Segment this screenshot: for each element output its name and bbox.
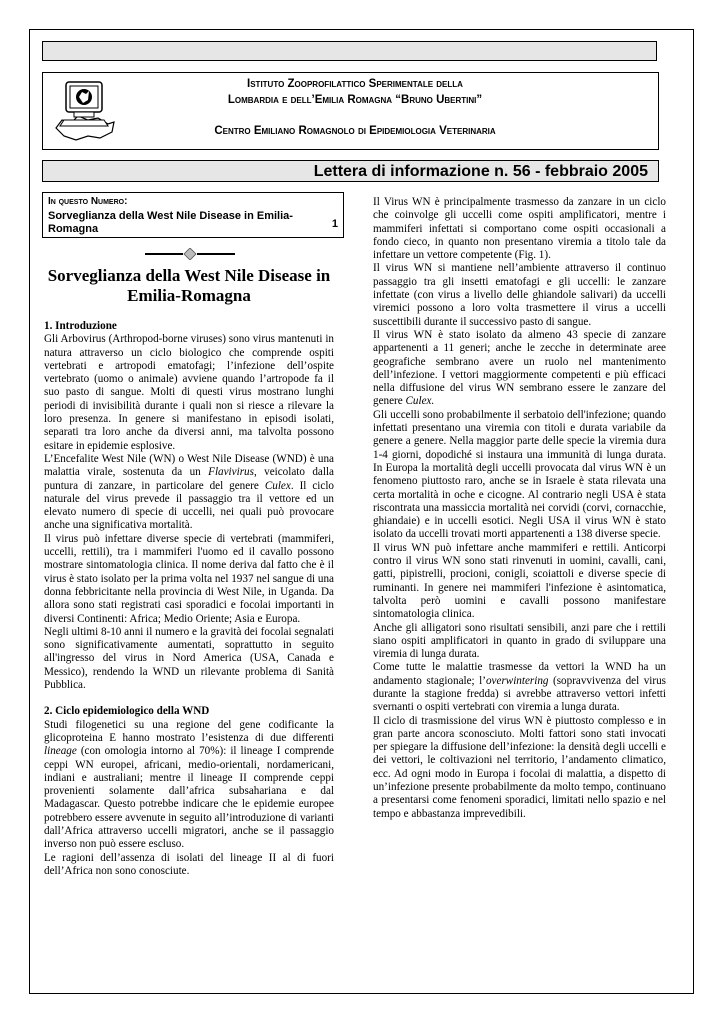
paragraph: Il virus WN si mantiene nell’ambiente attraverso il continuo passaggio tra gli insetti ematofagi e gli uccelli: le zanzare infettate (con virus a livello delle ghiandole salivari) da uccelli viremici possono a loro volta trasmettere il virus a uccelli suscettibili durante il successivo pasto di sangue. [373, 262, 666, 328]
paragraph [44, 719, 334, 852]
text-run: Il virus WN è stato isolato da almeno 43 specie di zanzare appartenenti a 11 generi; anche le zecche in determinate aree geografiche sembrano avere un ruolo nel mantenimento dell’infezione. I vettori maggiormente competenti e più efficaci nella diffusione del virus WN sembrano essere le zanzare del genere [373, 328, 666, 408]
right-column [373, 196, 666, 821]
newsletter-title-bar [42, 160, 659, 182]
paragraph: Le ragioni dell’assenza di isolati del lineage II al di fuori dell’Africa non sono conosciute. [44, 851, 334, 877]
center-name: Centro Emiliano Romagnolo di Epidemiologia Veterinaria [214, 125, 496, 137]
text-run: L’Encefalite West Nile (WN) o West Nile Disease (WND) è una malattia virale, sostenuta da un [44, 452, 334, 479]
paragraph: Gli uccelli sono probabilmente il serbatoio dell'infezione; quando infettati presentano una viremia con titoli e durata variabile da genere a genere. Nella maggior parte delle specie la viremia dura 1-4 giorni, dopodiché si instaura una immunità di lunga durata. In Europa la mortalità degli uccelli provocata dal virus WN è un fenomeno piuttosto raro, anche se in Israele è stata rilevata una certa mortalità in oche e cicogne. Al contrario negli USA è stata riscontrata una massiccia mortalità nei corvidi (corvi, cornacchie, ghiandaie) e in uccelli esotici. Negli USA il virus WN è stato isolato da uccelli trovati morti appartenenti a 138 diverse specie. [373, 408, 666, 541]
text-run: , veicolato dalla puntura di zanzare, in particolare del genere [44, 466, 334, 492]
text-run: . Il ciclo naturale del virus prevede il passaggio tra il vettore ed un elevato numero di specie di uccelli, nei quali può provocare anche una significativa mortalità. [44, 479, 334, 532]
paragraph: Il virus WN può infettare anche mammiferi e rettili. Anticorpi contro il virus WN sono stati rinvenuti in uomini, cavalli, cani, gatti, pipistrelli, procioni, conigli, scoiattoli e diverse specie di ruminanti. In genere nei mammiferi l'infezione è asintomatica, talvolta però uomini e cavalli possono manifestare sintomatologia clinica. [373, 541, 666, 621]
paragraph [44, 453, 334, 533]
italic-run: lineage [44, 745, 77, 758]
institute-line-1: Istituto Zooprofilattico Sperimentale della [247, 78, 463, 90]
paragraph [373, 661, 666, 714]
article-title: Sorveglianza della West Nile Disease in Emilia-Romagna [47, 266, 331, 305]
institute-logo-icon [52, 76, 118, 144]
text-run: (con omologia intorno al 70%): il lineage I comprende ceppi WN europei, africani, medio-orientali, nordamericani, indiani e australiani; mentre il lineage II comprende ceppi provenienti solamente dall’africa subsahariana e dal Madagascar. Questo potrebbe indicare che le epidemie europee potrebbero essere avvenute in seguito all’introduzione di varianti dall’Africa attraverso uccelli migratori, anche se il passaggio inverso non può essere escluso. [44, 745, 334, 851]
institute-name [140, 76, 570, 108]
left-column [44, 320, 334, 878]
toc-item-page: 1 [331, 218, 338, 230]
diamond-divider-icon [145, 248, 235, 260]
paragraph [373, 329, 666, 409]
italic-run: overwintering [485, 674, 549, 687]
italic-run: Culex [264, 479, 291, 492]
italic-run: Flavivirus [208, 466, 254, 479]
paragraph: Gli Arbovirus (Arthropod-borne viruses) sono virus mantenuti in natura attraverso un ciclo biologico che comprende ospiti vertebrati e artropodi ematofagi; l’infezione dell’ospite vertebrato (uomo o animale) avviene quando l’artropode fa il suo pasto di sangue. Molti di questi virus mostrano lunghi periodi di invisibilità durante i quali non si riesce a rilevare la loro presenza. In genere si manifestano in episodi isolati, separati tra loro anche da diversi anni, ma talvolta possono esitare in epidemie esplosive. [44, 333, 334, 452]
text-run: Studi filogenetici su una regione del gene codificante la glicoproteina E hanno mostrato l’esistenza di due differenti [44, 718, 334, 744]
section-heading-introduzione: 1. Introduzione [44, 320, 117, 332]
newsletter-title: Lettera di informazione n. 56 - febbraio 2005 [313, 163, 648, 180]
paragraph: Il ciclo di trasmissione del virus WN è piuttosto complesso e in gran parte ancora sconosciuto. Molti fattori sono stati invocati per spiegare la diffusione dell’infezione: la densità degli uccelli e dei vettori, le coltivazioni nel territorio, l’andamento climatico, ecc. Ad ogni modo in Europa i focolai di malattia, a dispetto di un’infezione presente probabilmente da molto tempo, continuano a presentarsi come fenomeni sporadici, limitati nello spazio e nel tempo e abbastanza imprevedibili. [373, 714, 666, 820]
italic-run: Culex. [405, 395, 435, 408]
section-heading-ciclo: 2. Ciclo epidemiologico della WND [44, 705, 210, 718]
top-banner [42, 41, 657, 61]
paragraph: Il Virus WN è principalmente trasmesso da zanzare in un ciclo che coinvolge gli uccelli come ospiti amplificatori, mentre i mammiferi infettati si comportano come ospiti occasionali a fondo cieco, in quanto non presentano viremia a titolo tale da infettare un vettore competente (Fig. 1). [373, 196, 666, 262]
toc-item-title[interactable]: Sorveglianza della West Nile Disease in Emilia-Romagna [48, 210, 293, 235]
text-run: (sopravvivenza del virus durante la stagione fredda) si avrebbe attraverso vettori infetti svernanti o ospiti vertebrati con viremia a lunga durata. [373, 674, 666, 714]
paragraph: Il virus può infettare diverse specie di vertebrati (mammiferi, uccelli, rettili), tra i mammiferi l'uomo ed il cavallo possono mostrare sintomatologia clinica. Il nome deriva dal fatto che è il virus è stato isolato per la prima volta nel 1937 nel sangue di una donna febbricitante nella provincia di West Nile, in Uganda. Da allora sono stati registrati casi sporadici e focolai importanti in diversi Continenti: Africa; Medio Oriente; Asia e Europa. [44, 532, 334, 625]
paragraph: Negli ultimi 8-10 anni il numero e la gravità dei focolai segnalati sono significativamente aumentati, soprattutto in seguito all'ingresso del virus in Nord America (USA, Canada e Messico), rendendo la WND un rilevante problema di Sanità Pubblica. [44, 625, 334, 692]
toc-heading: In questo Numero: [48, 196, 128, 207]
text-run: Come tutte le malattie trasmesse da vettori la WND ha un andamento stagionale; l’ [373, 661, 666, 687]
paragraph: Anche gli alligatori sono risultati sensibili, anzi pare che i rettili siano ospiti amplificatori in quanto in grado di sviluppare una viremia di lunga durata. [373, 621, 666, 661]
table-of-contents [42, 192, 344, 238]
institute-line-2: Lombardia e dell’Emilia Romagna “Bruno Ubertini” [227, 94, 483, 106]
